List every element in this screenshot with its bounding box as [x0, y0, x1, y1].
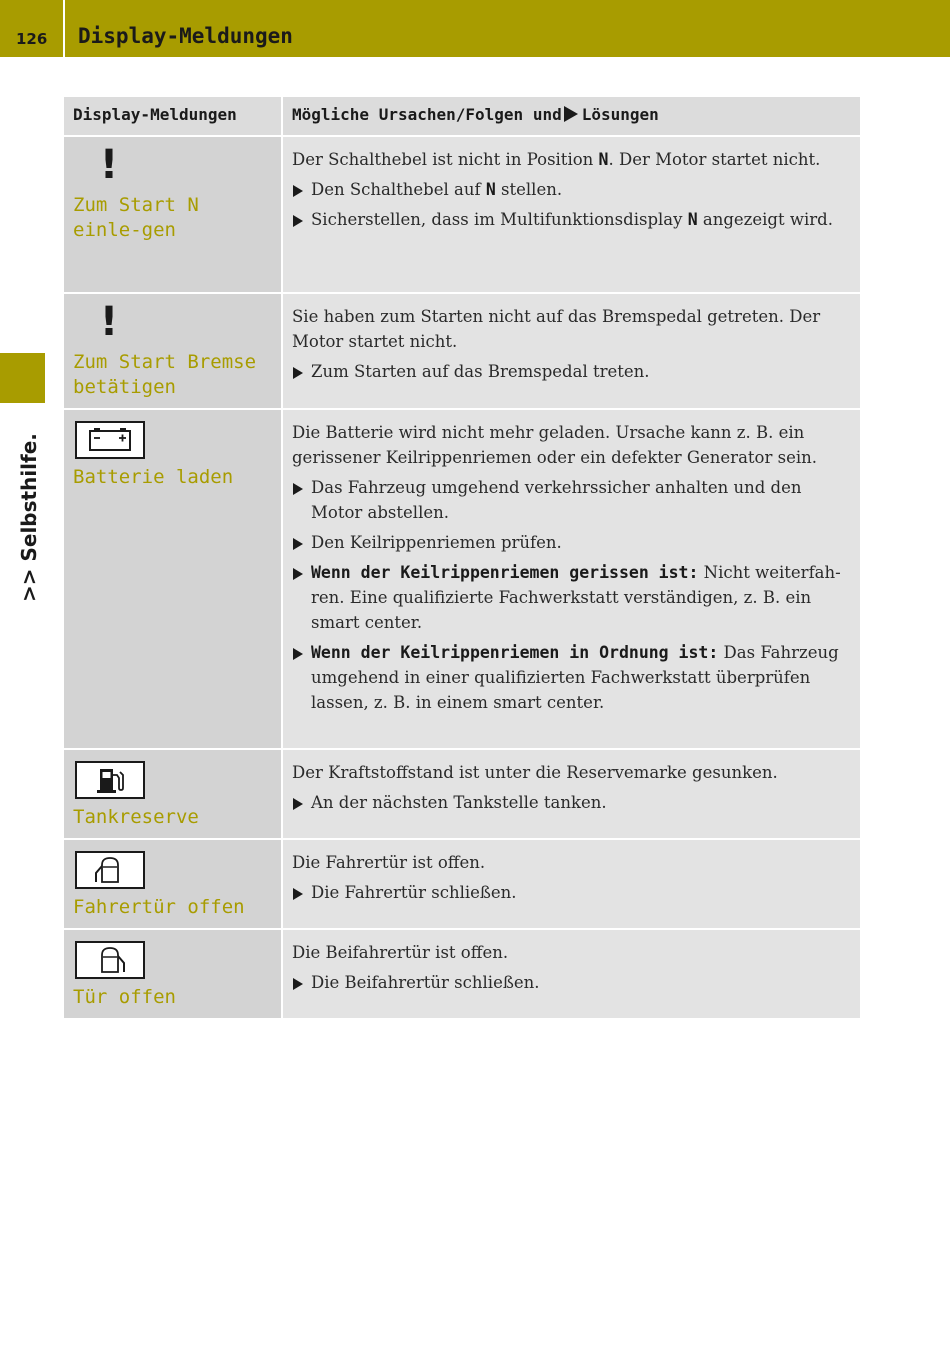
door-open-driver-icon [75, 851, 145, 889]
solution-step [292, 207, 852, 232]
display-message: Tür offen [73, 986, 176, 1008]
cause-text: Die Batterie wird nicht mehr geladen. Ursache kann z. B. ein gerissener Keilrippenriemen oder ein defekter Generator sein. [292, 423, 817, 467]
table-row [64, 293, 860, 409]
column-header-solutions-text: Lösungen [581, 105, 659, 124]
side-tab-marker [0, 353, 45, 403]
cause-text: Sie haben zum Starten nicht auf das Bremspedal getreten. Der Motor startet nicht. [292, 307, 821, 351]
display-message: Batterie laden [73, 466, 234, 488]
bullet-arrow-icon [293, 568, 303, 580]
step-text: Nicht weiterfah-ren. Eine qualifizierte Fachwerkstatt verständigen, z. B. ein smart center. [311, 563, 841, 632]
solution-step [292, 177, 852, 202]
bullet-arrow-icon [293, 798, 303, 810]
message-cell [64, 409, 282, 749]
table-row [64, 136, 860, 293]
solution-cell [282, 839, 860, 929]
cause-text-part: . Der Motor startet nicht. [608, 150, 821, 169]
solution-step [292, 475, 852, 525]
step-condition: Wenn der Keilrippenriemen in Ordnung ist: [311, 643, 719, 662]
message-cell [64, 749, 282, 839]
message-cell [64, 136, 282, 293]
solution-cell [282, 409, 860, 749]
bullet-arrow-icon [293, 483, 303, 495]
bullet-arrow-icon [293, 215, 303, 227]
battery-icon [75, 421, 145, 459]
step-text-part: angezeigt wird. [697, 210, 833, 229]
exclamation-icon: ! [99, 142, 119, 188]
step-text: Das Fahrzeug umgehend in einer qualifizierten Fachwerkstatt überprüfen lassen, z. B. in einem smart center. [311, 643, 839, 712]
table-row [64, 929, 860, 1019]
bullet-arrow-icon [293, 185, 303, 197]
door-open-passenger-icon [75, 941, 145, 979]
step-condition: Wenn der Keilrippenriemen gerissen ist: [311, 563, 699, 582]
cause-text [292, 147, 852, 172]
column-header-causes [282, 97, 860, 136]
gear-position-label: N [687, 210, 698, 229]
bullet-arrow-icon [293, 648, 303, 660]
step-text: Zum Starten auf das Bremspedal treten. [311, 362, 650, 381]
solution-step [292, 640, 852, 715]
solution-cell [282, 293, 860, 409]
exclamation-icon: ! [99, 299, 119, 345]
column-header-messages: Display-Meldungen [64, 97, 282, 136]
header-divider [63, 0, 65, 57]
bullet-arrow-icon [293, 978, 303, 990]
gear-position-label: N [485, 180, 496, 199]
step-text: Die Beifahrertür schließen. [311, 973, 540, 992]
display-message: Zum Start Bremse betätigen [73, 351, 257, 398]
fuel-pump-icon [75, 761, 145, 799]
display-message: Zum Start N einle-gen [73, 194, 199, 241]
cause-text: Die Beifahrertür ist offen. [292, 943, 509, 962]
cause-text: Der Kraftstoffstand ist unter die Reservemarke gesunken. [292, 763, 778, 782]
display-messages-table [64, 97, 860, 1020]
column-header-causes-text: Mögliche Ursachen/Folgen und [292, 105, 562, 124]
step-text-part: stellen. [495, 180, 563, 199]
step-text: Das Fahrzeug umgehend verkehrssicher anhalten und den Motor abstellen. [311, 478, 802, 522]
table-header-row [64, 97, 860, 136]
message-cell [64, 293, 282, 409]
table-row [64, 839, 860, 929]
page-title: Display-Meldungen [78, 24, 293, 48]
solution-step [292, 790, 852, 815]
cause-text: Die Fahrertür ist offen. [292, 853, 486, 872]
message-cell [64, 929, 282, 1019]
bullet-arrow-icon [293, 367, 303, 379]
side-tab-label: >> Selbsthilfe. [17, 433, 41, 602]
solution-step [292, 530, 852, 555]
solution-cell [282, 749, 860, 839]
cause-text-part: Der Schalthebel ist nicht in Position [292, 150, 599, 169]
arrow-right-icon [564, 106, 578, 122]
solution-cell [282, 136, 860, 293]
table-row [64, 409, 860, 749]
solution-cell [282, 929, 860, 1019]
step-text: Die Fahrertür schließen. [311, 883, 517, 902]
step-text: An der nächsten Tankstelle tanken. [311, 793, 607, 812]
solution-step [292, 560, 852, 635]
step-text: Den Keilrippenriemen prüfen. [311, 533, 562, 552]
step-text-part: Sicherstellen, dass im Multifunktionsdisplay [311, 210, 688, 229]
gear-position-label: N [598, 150, 609, 169]
message-cell [64, 839, 282, 929]
solution-step [292, 880, 852, 905]
solution-step [292, 359, 852, 384]
display-message: Fahrertür offen [73, 896, 245, 918]
solution-step [292, 970, 852, 995]
table-row [64, 749, 860, 839]
bullet-arrow-icon [293, 538, 303, 550]
display-message: Tankreserve [73, 806, 199, 828]
bullet-arrow-icon [293, 888, 303, 900]
step-text-part: Den Schalthebel auf [311, 180, 486, 199]
page-number: 126 [16, 30, 48, 48]
